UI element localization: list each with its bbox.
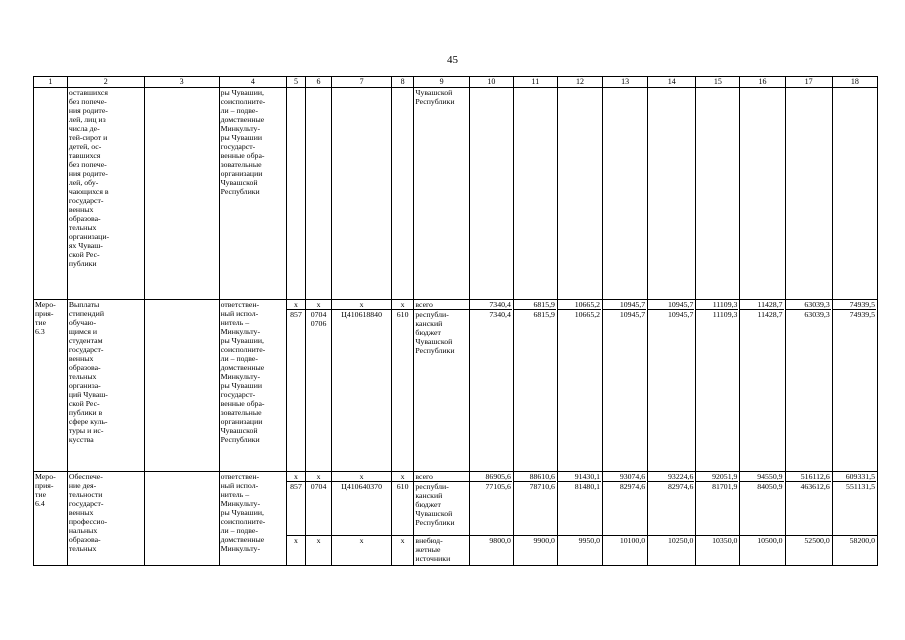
grbs-code: x bbox=[294, 472, 298, 481]
amount-cell: 81480,1 bbox=[558, 481, 601, 491]
amount-cell: 10665,2 bbox=[558, 309, 601, 319]
amount-cell: 11428,7 bbox=[740, 309, 783, 319]
header-cell: 8 bbox=[391, 77, 414, 88]
amount-cell: 10665,2 bbox=[574, 300, 601, 309]
budget-table bbox=[33, 76, 878, 566]
section-code: x bbox=[316, 300, 321, 309]
amount-cell: 10350,0 bbox=[696, 536, 740, 566]
amount-cell: 93074,6 bbox=[619, 472, 646, 481]
amount-cell: 93224,6 bbox=[668, 472, 694, 481]
amount-cell: 86905,6 bbox=[485, 472, 511, 481]
header-cell: 7 bbox=[332, 77, 391, 88]
target-article: x bbox=[359, 472, 364, 481]
table-row bbox=[34, 88, 878, 300]
amount-cell: 7340,4 bbox=[470, 309, 512, 319]
amount-cell: 82974,6 bbox=[648, 481, 694, 491]
header-cell: 5 bbox=[287, 77, 305, 88]
amount-cell: 10250,0 bbox=[648, 536, 696, 566]
funding-source: всего bbox=[415, 472, 433, 481]
target-article: x bbox=[332, 536, 391, 566]
measure-number: Меро- прия- тие 6.4 bbox=[34, 472, 68, 566]
target-article: Ц410640370 bbox=[332, 481, 390, 491]
amount-cell: 609331,5 bbox=[845, 472, 875, 481]
amount-cell: 82974,6 bbox=[603, 481, 646, 491]
amount-cell: 78710,6 bbox=[514, 481, 556, 491]
amount-cell: 10100,0 bbox=[603, 536, 648, 566]
amount-cell: 6815,9 bbox=[533, 300, 555, 309]
table-row bbox=[34, 472, 878, 536]
grbs-code: x bbox=[294, 300, 298, 309]
amount-cell: 7340,4 bbox=[489, 300, 511, 309]
header-cell: 6 bbox=[305, 77, 332, 88]
section-code: 0704 bbox=[306, 481, 332, 491]
table-row bbox=[34, 300, 878, 472]
header-cell: 17 bbox=[785, 77, 832, 88]
amount-cell: 463612,6 bbox=[786, 481, 831, 491]
amount-cell: 10500,0 bbox=[740, 536, 785, 566]
amount-cell: 94550,9 bbox=[757, 472, 783, 481]
expense-group: 610 bbox=[392, 481, 414, 491]
funding-source: Чувашской Республики bbox=[414, 88, 469, 300]
measure-description: Обеспече- ние дея- тельности государст- венных профессио- нальных образова- тельных bbox=[67, 472, 144, 566]
grbs-code: 857 bbox=[287, 481, 304, 491]
page-number: 45 bbox=[447, 54, 458, 66]
section-code: x bbox=[316, 472, 321, 481]
amount-cell: 6815,9 bbox=[514, 309, 556, 319]
measure-description: Выплаты стипендий обучаю- щимся и студентам государст- венных образова- тельных организа- ций Чуваш- ской Рес- публики в сфере куль- туры и ис- кусства bbox=[67, 300, 144, 472]
section-code: x bbox=[305, 536, 332, 566]
amount-cell: 63039,3 bbox=[786, 309, 831, 319]
header-row bbox=[34, 77, 878, 88]
funding-source: всего bbox=[415, 300, 433, 309]
header-cell: 18 bbox=[832, 77, 877, 88]
responsible-executor: ры Чувашии, соисполните- ли – подве- домственные Минкульту- ры Чувашии государст- венные обра- зовательные организации Чувашской Республики bbox=[219, 88, 287, 300]
measure-description: оставшихся без попече- ния родите- лей, лиц из числа де- тей-сирот и детей, ос- тавшихся без попече- ния родите- лей, обу- чающихся в государст- венных образова- тельных организаци- ях Чуваш- ской Рес- публики bbox=[67, 88, 144, 300]
header-cell: 15 bbox=[696, 77, 740, 88]
amount-cell: 77105,6 bbox=[470, 481, 512, 491]
amount-cell: 74939,5 bbox=[833, 309, 876, 319]
amount-cell: 81701,9 bbox=[696, 481, 738, 491]
amount-cell: 551131,5 bbox=[833, 481, 876, 491]
amount-cell: 9800,0 bbox=[469, 536, 513, 566]
amount-cell: 11109,3 bbox=[696, 309, 738, 319]
amount-cell: 63039,3 bbox=[804, 300, 830, 309]
amount-cell: 10945,7 bbox=[619, 300, 646, 309]
target-article: x bbox=[359, 300, 364, 309]
header-cell: 1 bbox=[34, 77, 68, 88]
amount-cell: 11428,7 bbox=[757, 300, 783, 309]
section-code: 0704 0706 bbox=[306, 309, 332, 328]
amount-cell: 92051,9 bbox=[712, 472, 738, 481]
amount-cell: 74939,5 bbox=[849, 300, 875, 309]
responsible-executor: ли – подве- домственные Минкульту- bbox=[220, 526, 265, 553]
amount-cell: 58200,0 bbox=[832, 536, 877, 566]
expense-group: 610 bbox=[392, 309, 414, 319]
funding-source: республи- канский бюджет Чувашской Республики bbox=[414, 481, 468, 527]
amount-cell: 88610,6 bbox=[529, 472, 555, 481]
header-cell: 16 bbox=[740, 77, 785, 88]
amount-cell: 84050,9 bbox=[740, 481, 783, 491]
responsible-executor: ответствен- ный испол- нитель – Минкульту- ры Чувашии, соисполните- ли – подве- домственные Минкульту- ры Чувашии государст- венные обра- зовательные организации Чувашской Республики bbox=[219, 300, 287, 472]
header-cell: 3 bbox=[144, 77, 219, 88]
amount-cell: 10945,7 bbox=[668, 300, 694, 309]
amount-cell: 9900,0 bbox=[513, 536, 557, 566]
header-cell: 2 bbox=[67, 77, 144, 88]
expense-group: x bbox=[400, 300, 405, 309]
amount-cell: 91430,1 bbox=[574, 472, 601, 481]
grbs-code: 857 bbox=[287, 309, 304, 319]
header-cell: 11 bbox=[513, 77, 557, 88]
header-cell: 14 bbox=[648, 77, 696, 88]
measure-number: Меро- прия- тие 6.3 bbox=[34, 300, 68, 472]
target-article: Ц410618840 bbox=[332, 309, 390, 319]
header-cell: 4 bbox=[219, 77, 287, 88]
responsible-executor: ответствен- ный испол- нитель – Минкульту- ры Чувашии, соисполните- bbox=[220, 472, 266, 526]
header-cell: 10 bbox=[469, 77, 513, 88]
header-cell: 12 bbox=[557, 77, 602, 88]
amount-cell: 10945,7 bbox=[603, 309, 646, 319]
funding-source: республи- канский бюджет Чувашской Республики bbox=[414, 309, 468, 355]
header-cell: 9 bbox=[414, 77, 469, 88]
amount-cell: 10945,7 bbox=[648, 309, 694, 319]
amount-cell: 516112,6 bbox=[800, 472, 830, 481]
expense-group: x bbox=[400, 472, 405, 481]
header-cell: 13 bbox=[603, 77, 648, 88]
amount-cell: 11109,3 bbox=[712, 300, 738, 309]
grbs-code: x bbox=[287, 536, 305, 566]
expense-group: x bbox=[391, 536, 414, 566]
amount-cell: 52500,0 bbox=[785, 536, 832, 566]
amount-cell: 9950,0 bbox=[557, 536, 602, 566]
funding-source: внебюд- жетные источники bbox=[414, 536, 469, 566]
